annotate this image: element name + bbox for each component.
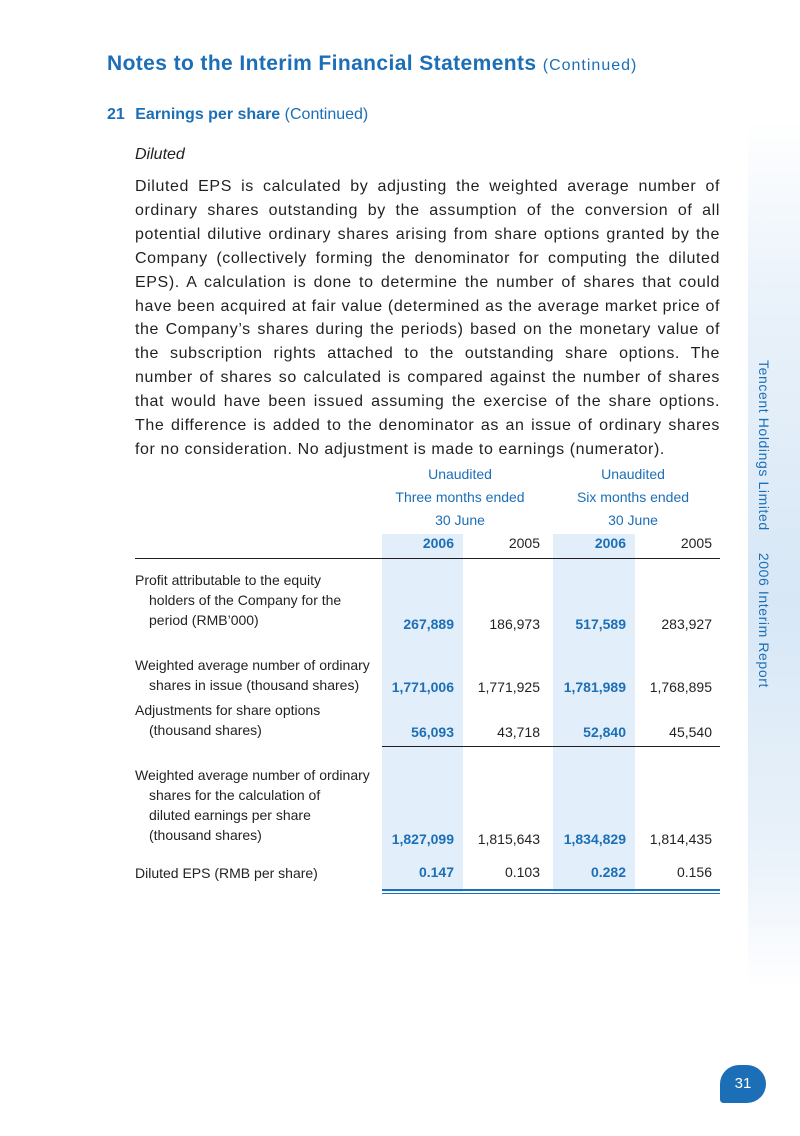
group-audit-status: Unaudited: [601, 466, 665, 482]
row-label-diluted-eps: [135, 863, 375, 883]
table-cell: 186,973: [489, 616, 540, 632]
table-cell: 52,840: [583, 724, 626, 740]
row-label-weighted-in-issue: [135, 655, 375, 695]
table-cell: 1,834,829: [563, 831, 626, 847]
year-heading: 2006: [594, 535, 626, 551]
label-line: Weighted average number of ordinary: [135, 657, 370, 673]
section-number: 21: [107, 106, 125, 123]
group-audit-status: Unaudited: [428, 466, 492, 482]
year-heading: 2006: [422, 535, 454, 551]
label-line: period (RMB’000): [149, 612, 259, 628]
row-label-profit: [135, 570, 375, 630]
page-title-continued: (Continued): [542, 57, 638, 74]
label-line: shares for the calculation of: [149, 787, 321, 803]
label-line: Weighted average number of ordinary: [135, 767, 370, 783]
group-date: 30 June: [608, 512, 658, 528]
group-period: Six months ended: [576, 489, 690, 505]
page-title: [107, 52, 637, 76]
section-heading: [107, 106, 368, 124]
group-period: Three months ended: [395, 489, 525, 505]
table-cell: 1,815,643: [477, 831, 540, 847]
section-title: Earnings per share: [135, 106, 281, 123]
table-cell: 0.156: [676, 864, 712, 880]
year-heading: 2005: [680, 535, 712, 551]
label-line: diluted earnings per share: [149, 807, 311, 823]
side-report: 2006 Interim Report: [756, 552, 772, 688]
section-continued: (Continued): [284, 106, 369, 123]
header-rule: [135, 558, 720, 559]
label-line: holders of the Company for the: [149, 592, 342, 608]
row-label-adjustments: [135, 700, 375, 740]
table-cell: 1,768,895: [649, 679, 712, 695]
side-company: Tencent Holdings Limited: [756, 360, 772, 531]
column-group-three-months: [380, 463, 540, 532]
page-number: 31: [720, 1065, 766, 1103]
label-line: (thousand shares): [149, 827, 262, 843]
table-cell: 0.147: [418, 864, 454, 880]
table-cell: 45,540: [669, 724, 712, 740]
page-title-text: Notes to the Interim Financial Statements: [107, 52, 537, 75]
side-running-title: [756, 360, 772, 688]
table-cell: 43,718: [497, 724, 540, 740]
total-double-rule-top: [382, 889, 720, 891]
label-line: Profit attributable to the equity: [135, 572, 321, 588]
label-line: shares in issue (thousand shares): [149, 677, 360, 693]
table-cell: 1,814,435: [649, 831, 712, 847]
body-paragraph: Diluted EPS is calculated by adjusting the weighted average number of ordinary shares outstanding by the assumption of the conversion of all potential dilutive ordinary shares arising from share options granted by the Company (collectively forming the denominator for computing the diluted EPS). A calculation is done to determine the number of shares that could have been acquired at fair value (determined as the average market price of the Company’s shares during the periods) based on the monetary value of the subscription rights attached to the outstanding share options. The number of shares so calculated is compared against the number of shares that would have been issued assuming the exercise of the share options. The difference is added to the denominator as an issue of ordinary shares for no consideration. No adjustment is made to earnings (numerator).: [135, 178, 720, 458]
table-cell: 1,771,925: [477, 679, 540, 695]
year-heading: 2005: [508, 535, 540, 551]
column-group-six-months: [553, 463, 713, 532]
table-cell: 517,589: [575, 616, 626, 632]
table-cell: 0.282: [590, 864, 626, 880]
row-label-weighted-diluted: [135, 765, 375, 845]
subtotal-rule: [382, 746, 720, 747]
table-cell: 1,781,989: [563, 679, 626, 695]
label-line: Adjustments for share options: [135, 702, 321, 718]
label-line: (thousand shares): [149, 722, 262, 738]
table-cell: 1,771,006: [391, 679, 454, 695]
table-cell: 0.103: [504, 864, 540, 880]
total-double-rule-bottom: [382, 893, 720, 894]
subheading: Diluted: [135, 146, 185, 163]
table-cell: 267,889: [403, 616, 454, 632]
group-date: 30 June: [435, 512, 485, 528]
table-cell: 283,927: [661, 616, 712, 632]
table-cell: 56,093: [411, 724, 454, 740]
label-line: Diluted EPS (RMB per share): [135, 865, 318, 881]
table-cell: 1,827,099: [391, 831, 454, 847]
